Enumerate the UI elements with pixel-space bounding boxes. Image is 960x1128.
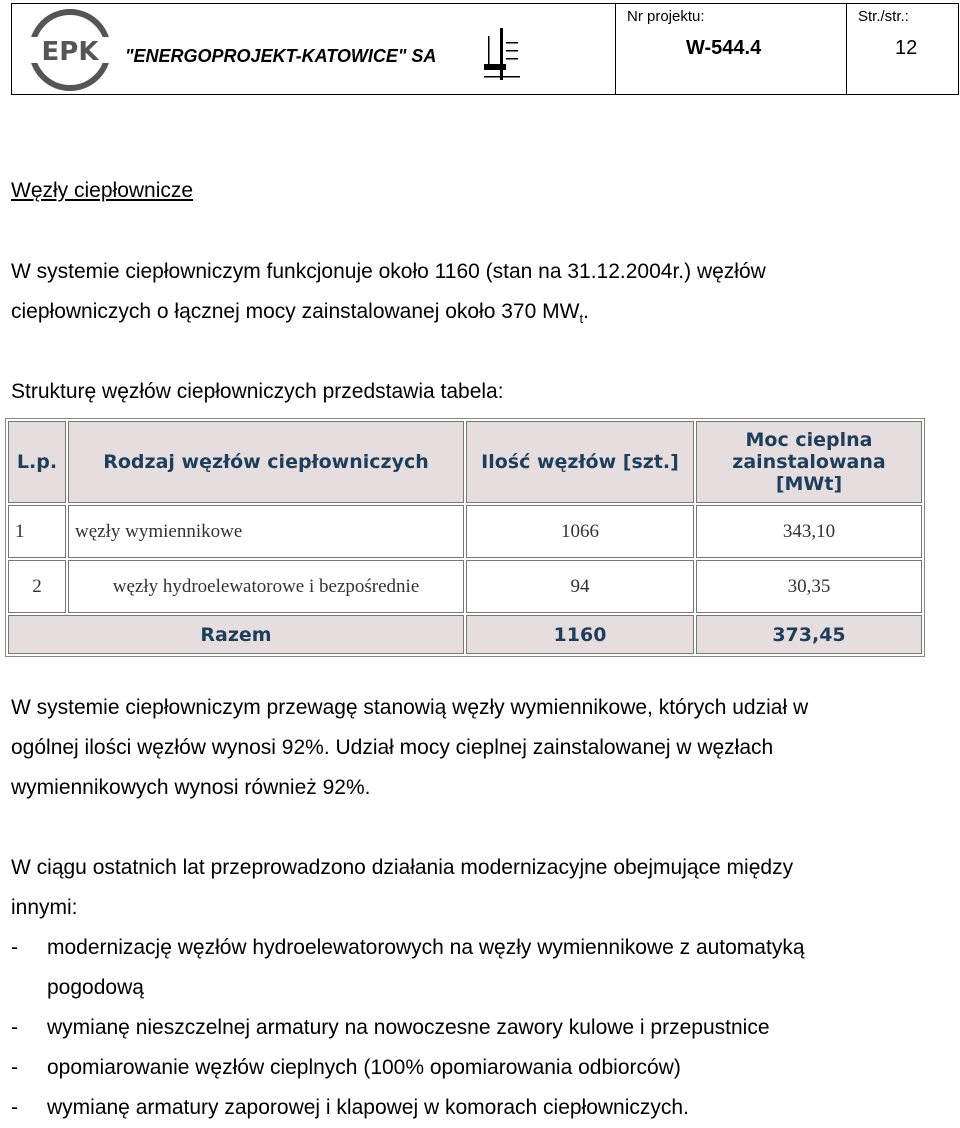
modernization-list [11, 928, 805, 1128]
paragraph-4-line-2: innymi: [11, 896, 78, 919]
project-number: W-544.4 [686, 37, 762, 59]
unit-subscript: t [579, 311, 584, 327]
document-header [11, 3, 959, 95]
list-item-line: modernizację węzłów hydroelewatorowych na węzły wymiennikowe z automatyką [47, 936, 805, 959]
header-count: Ilość węzłów [szt.] [466, 421, 694, 503]
row-1-power: 343,10 [696, 505, 922, 558]
row-2-lp: 2 [8, 560, 66, 613]
paragraph-1-line-2-end: . [583, 300, 589, 323]
paragraph-1-line-2 [11, 292, 766, 339]
header-power: Moc cieplna zainstalowana [MWt] [696, 421, 922, 503]
logo-text: EPK [41, 37, 99, 67]
row-2-count: 94 [466, 560, 694, 613]
nodes-table [5, 418, 925, 657]
table-row [8, 505, 922, 558]
list-item-line: wymianę nieszczelnej armatury na nowoczesne zawory kulowe i przepustnice [47, 1016, 770, 1039]
paragraph-3 [11, 688, 808, 808]
project-number-cell [616, 4, 847, 94]
row-2-power: 30,35 [696, 560, 922, 613]
row-1-count: 1066 [466, 505, 694, 558]
page-number: 12 [895, 37, 918, 59]
total-count: 1160 [466, 615, 694, 654]
page-label: Str./str.: [858, 8, 909, 25]
bullet-dash: - [11, 936, 18, 959]
paragraph-2: Strukturę węzłów ciepłowniczych przedstawia tabela: [11, 380, 504, 403]
list-item-line: pogodową [47, 976, 144, 999]
header-type: Rodzaj węzłów ciepłowniczych [68, 421, 464, 503]
paragraph-3-line-1: W systemie ciepłowniczym przewagę stanowią węzły wymiennikowe, których udział w [11, 696, 809, 719]
company-mark-icon [482, 26, 522, 82]
bullet-dash: - [11, 1016, 18, 1039]
table-total-row [8, 615, 922, 654]
row-1-type: węzły wymiennikowe [68, 505, 464, 558]
paragraph-3-line-3: wymiennikowych wynosi również 92%. [11, 776, 371, 799]
section-title: Węzły ciepłownicze [11, 179, 194, 202]
table-header-row [8, 421, 922, 503]
project-label: Nr projektu: [627, 8, 705, 25]
company-name: "ENERGOPROJEKT-KATOWICE" SA [125, 46, 437, 66]
paragraph-1-line-1: W systemie ciepłowniczym funkcjonuje około 1160 (stan na 31.12.2004r.) węzłów [11, 260, 766, 283]
list-item [11, 1088, 805, 1128]
paragraph-1 [11, 252, 766, 339]
header-lp: L.p. [8, 421, 66, 503]
table-row [8, 560, 922, 613]
row-2-type: węzły hydroelewatorowe i bezpośrednie [68, 560, 464, 613]
header-company-cell [12, 4, 616, 94]
paragraph-3-line-2: ogólnej ilości węzłów wynosi 92%. Udział mocy cieplnej zainstalowanej w węzłach [11, 736, 774, 759]
bullet-dash: - [11, 1096, 18, 1119]
bullet-dash: - [11, 1056, 18, 1079]
epk-logo [29, 9, 111, 91]
list-item-line: opomiarowanie węzłów cieplnych (100% opomiarowania odbiorców) [47, 1056, 681, 1079]
paragraph-4-line-1: W ciągu ostatnich lat przeprowadzono działania modernizacyjne obejmujące między [11, 856, 794, 879]
total-power: 373,45 [696, 615, 922, 654]
paragraph-1-line-2-text: ciepłowniczych o łącznej mocy zainstalowanej około 370 MW [11, 300, 580, 323]
paragraph-4 [11, 848, 793, 928]
row-1-lp: 1 [8, 505, 66, 558]
list-item-line: wymianę armatury zaporowej i klapowej w komorach ciepłowniczych. [47, 1096, 689, 1119]
page-number-cell [847, 4, 959, 94]
list-item [11, 1008, 805, 1048]
total-label: Razem [8, 615, 464, 654]
list-item [11, 928, 805, 1008]
list-item [11, 1048, 805, 1088]
